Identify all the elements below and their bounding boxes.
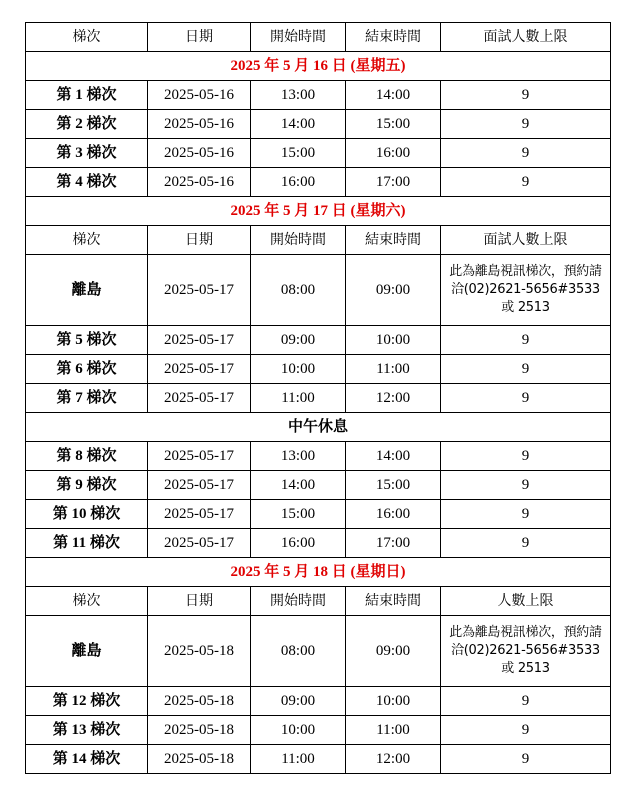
batch-cell: 第 9 梯次 xyxy=(26,471,148,500)
interview-schedule-table xyxy=(25,22,611,774)
date-heading-row xyxy=(26,558,611,587)
date-heading: 2025 年 5 月 18 日 (星期日) xyxy=(26,558,611,587)
batch-cell: 第 14 梯次 xyxy=(26,745,148,774)
table-row xyxy=(26,139,611,168)
batch-cell: 離島 xyxy=(26,616,148,687)
island-row xyxy=(26,255,611,326)
end-time-cell: 11:00 xyxy=(346,716,441,745)
table-row xyxy=(26,110,611,139)
start-time-cell: 14:00 xyxy=(251,471,346,500)
header-date: 日期 xyxy=(148,23,251,52)
header-start-time: 開始時間 xyxy=(251,23,346,52)
date-cell: 2025-05-18 xyxy=(148,616,251,687)
date-cell: 2025-05-17 xyxy=(148,326,251,355)
date-heading: 2025 年 5 月 17 日 (星期六) xyxy=(26,197,611,226)
table-row xyxy=(26,745,611,774)
end-time-cell: 12:00 xyxy=(346,384,441,413)
table-row xyxy=(26,687,611,716)
date-cell: 2025-05-16 xyxy=(148,110,251,139)
start-time-cell: 15:00 xyxy=(251,500,346,529)
end-time-cell: 10:00 xyxy=(346,687,441,716)
header-end-time: 結束時間 xyxy=(346,587,441,616)
batch-cell: 第 4 梯次 xyxy=(26,168,148,197)
end-time-cell: 15:00 xyxy=(346,471,441,500)
date-cell: 2025-05-17 xyxy=(148,529,251,558)
header-row xyxy=(26,587,611,616)
header-row xyxy=(26,23,611,52)
end-time-cell: 17:00 xyxy=(346,168,441,197)
end-time-cell: 09:00 xyxy=(346,255,441,326)
limit-cell: 9 xyxy=(441,81,611,110)
date-cell: 2025-05-16 xyxy=(148,81,251,110)
header-start-time: 開始時間 xyxy=(251,226,346,255)
end-time-cell: 12:00 xyxy=(346,745,441,774)
island-note: 此為離島視訊梯次，預約請洽(02)2621-5656#3533 或 2513 xyxy=(441,616,611,687)
date-cell: 2025-05-17 xyxy=(148,471,251,500)
start-time-cell: 16:00 xyxy=(251,168,346,197)
table-row xyxy=(26,471,611,500)
batch-cell: 第 7 梯次 xyxy=(26,384,148,413)
header-limit: 人數上限 xyxy=(441,587,611,616)
date-cell: 2025-05-17 xyxy=(148,355,251,384)
header-date: 日期 xyxy=(148,226,251,255)
date-cell: 2025-05-16 xyxy=(148,139,251,168)
batch-cell: 第 5 梯次 xyxy=(26,326,148,355)
batch-cell: 離島 xyxy=(26,255,148,326)
header-interview-limit: 面試人數上限 xyxy=(441,226,611,255)
header-batch: 梯次 xyxy=(26,226,148,255)
start-time-cell: 13:00 xyxy=(251,442,346,471)
batch-cell: 第 2 梯次 xyxy=(26,110,148,139)
lunch-break-row xyxy=(26,413,611,442)
start-time-cell: 10:00 xyxy=(251,716,346,745)
date-cell: 2025-05-18 xyxy=(148,687,251,716)
header-batch: 梯次 xyxy=(26,587,148,616)
end-time-cell: 11:00 xyxy=(346,355,441,384)
date-cell: 2025-05-16 xyxy=(148,168,251,197)
start-time-cell: 11:00 xyxy=(251,384,346,413)
date-cell: 2025-05-18 xyxy=(148,716,251,745)
batch-cell: 第 11 梯次 xyxy=(26,529,148,558)
limit-cell: 9 xyxy=(441,168,611,197)
date-heading: 2025 年 5 月 16 日 (星期五) xyxy=(26,52,611,81)
header-row xyxy=(26,226,611,255)
island-row xyxy=(26,616,611,687)
start-time-cell: 13:00 xyxy=(251,81,346,110)
end-time-cell: 16:00 xyxy=(346,139,441,168)
header-date: 日期 xyxy=(148,587,251,616)
table-row xyxy=(26,716,611,745)
table-row xyxy=(26,355,611,384)
end-time-cell: 14:00 xyxy=(346,81,441,110)
date-cell: 2025-05-17 xyxy=(148,384,251,413)
end-time-cell: 15:00 xyxy=(346,110,441,139)
start-time-cell: 14:00 xyxy=(251,110,346,139)
header-interview-limit: 面試人數上限 xyxy=(441,23,611,52)
date-cell: 2025-05-17 xyxy=(148,255,251,326)
table-row xyxy=(26,500,611,529)
end-time-cell: 17:00 xyxy=(346,529,441,558)
start-time-cell: 16:00 xyxy=(251,529,346,558)
end-time-cell: 16:00 xyxy=(346,500,441,529)
limit-cell: 9 xyxy=(441,110,611,139)
limit-cell: 9 xyxy=(441,716,611,745)
batch-cell: 第 13 梯次 xyxy=(26,716,148,745)
island-note: 此為離島視訊梯次，預約請洽(02)2621-5656#3533 或 2513 xyxy=(441,255,611,326)
start-time-cell: 15:00 xyxy=(251,139,346,168)
limit-cell: 9 xyxy=(441,139,611,168)
batch-cell: 第 3 梯次 xyxy=(26,139,148,168)
date-cell: 2025-05-17 xyxy=(148,442,251,471)
end-time-cell: 10:00 xyxy=(346,326,441,355)
start-time-cell: 08:00 xyxy=(251,616,346,687)
limit-cell: 9 xyxy=(441,529,611,558)
batch-cell: 第 10 梯次 xyxy=(26,500,148,529)
limit-cell: 9 xyxy=(441,745,611,774)
batch-cell: 第 8 梯次 xyxy=(26,442,148,471)
table-row xyxy=(26,81,611,110)
date-cell: 2025-05-18 xyxy=(148,745,251,774)
date-cell: 2025-05-17 xyxy=(148,500,251,529)
limit-cell: 9 xyxy=(441,471,611,500)
header-batch: 梯次 xyxy=(26,23,148,52)
start-time-cell: 10:00 xyxy=(251,355,346,384)
limit-cell: 9 xyxy=(441,442,611,471)
table-row xyxy=(26,384,611,413)
date-heading-row xyxy=(26,52,611,81)
header-end-time: 結束時間 xyxy=(346,226,441,255)
batch-cell: 第 12 梯次 xyxy=(26,687,148,716)
start-time-cell: 08:00 xyxy=(251,255,346,326)
start-time-cell: 09:00 xyxy=(251,326,346,355)
start-time-cell: 09:00 xyxy=(251,687,346,716)
header-start-time: 開始時間 xyxy=(251,587,346,616)
table-row xyxy=(26,529,611,558)
table-row xyxy=(26,326,611,355)
table-row xyxy=(26,168,611,197)
limit-cell: 9 xyxy=(441,355,611,384)
limit-cell: 9 xyxy=(441,326,611,355)
end-time-cell: 09:00 xyxy=(346,616,441,687)
limit-cell: 9 xyxy=(441,384,611,413)
start-time-cell: 11:00 xyxy=(251,745,346,774)
table-row xyxy=(26,442,611,471)
date-heading-row xyxy=(26,197,611,226)
batch-cell: 第 1 梯次 xyxy=(26,81,148,110)
end-time-cell: 14:00 xyxy=(346,442,441,471)
limit-cell: 9 xyxy=(441,687,611,716)
limit-cell: 9 xyxy=(441,500,611,529)
lunch-break-label: 中午休息 xyxy=(26,413,611,442)
header-end-time: 結束時間 xyxy=(346,23,441,52)
batch-cell: 第 6 梯次 xyxy=(26,355,148,384)
